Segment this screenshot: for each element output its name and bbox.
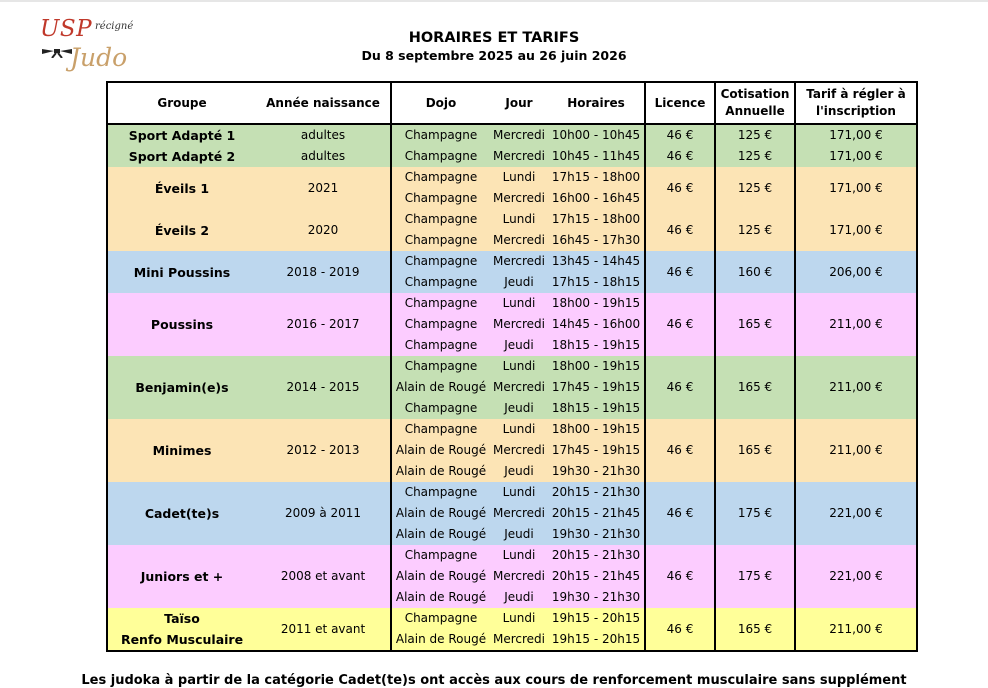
dojo-cell: Alain de Rougé	[395, 527, 487, 541]
tarif-cell: 211,00 €	[795, 608, 917, 651]
dojo-cell: Alain de Rougé	[395, 506, 487, 520]
group-name-cell: Mini Poussins	[107, 251, 256, 293]
schedule-table	[106, 81, 918, 652]
tarif-cell: 206,00 €	[795, 251, 917, 293]
tarif-cell: 211,00 €	[795, 356, 917, 419]
footer-note: Les judoka à partir de la catégorie Cadet(te)s ont accès aux cours de renforcement musculaire sans supplément	[81, 673, 907, 688]
header-cotisation: Cotisation Annuelle	[715, 82, 795, 124]
hours-cell: 13h45 - 14h45	[548, 251, 645, 272]
tarif-cell: 211,00 €	[795, 293, 917, 356]
day-cell: Lundi	[502, 359, 536, 373]
logo-judo-text: Judo	[70, 43, 128, 72]
header-licence: Licence	[645, 82, 715, 124]
day-cell: Jeudi	[504, 401, 534, 415]
group-name-cell	[107, 608, 256, 651]
cotisation-cell: 125 €	[715, 146, 795, 167]
hours-cell: 17h15 - 18h15	[548, 272, 645, 293]
licence-cell: 46 €	[645, 251, 715, 293]
day-cell: Mercredi	[492, 443, 545, 457]
dojo-cell: Champagne	[404, 611, 478, 625]
hours-cell: 19h15 - 20h15	[548, 629, 645, 651]
group-name-cell: Poussins	[107, 293, 256, 356]
dojo-cell: Champagne	[404, 485, 478, 499]
table-row	[107, 167, 917, 188]
cotisation-cell: 165 €	[715, 356, 795, 419]
table-row	[107, 419, 917, 440]
day-cell: Lundi	[502, 548, 536, 562]
day-cell: Mercredi	[492, 569, 545, 583]
licence-cell: 46 €	[645, 209, 715, 251]
header-dojo: Dojo	[391, 82, 490, 124]
birth-year-cell: adultes	[256, 124, 391, 146]
dojo-cell: Alain de Rougé	[395, 590, 487, 604]
day-cell: Jeudi	[504, 275, 534, 289]
hours-cell: 18h00 - 19h15	[548, 293, 645, 314]
day-cell: Jeudi	[504, 527, 534, 541]
day-cell: Jeudi	[504, 338, 534, 352]
day-cell: Lundi	[502, 422, 536, 436]
group-name-cell: Benjamin(e)s	[107, 356, 256, 419]
dojo-cell: Champagne	[404, 191, 478, 205]
group-name-cell: Éveils 1	[107, 167, 256, 209]
birth-year-cell: 2016 - 2017	[256, 293, 391, 356]
hours-cell: 18h00 - 19h15	[548, 356, 645, 377]
group-name-cell: Minimes	[107, 419, 256, 482]
hours-cell: 17h15 - 18h00	[548, 209, 645, 230]
licence-cell: 46 €	[645, 545, 715, 608]
table-row	[107, 482, 917, 503]
licence-cell: 46 €	[645, 167, 715, 209]
group-name-cell: Sport Adapté 1	[107, 124, 256, 146]
day-cell: Mercredi	[492, 128, 545, 142]
birth-year-cell: 2014 - 2015	[256, 356, 391, 419]
hours-cell: 19h30 - 21h30	[548, 587, 645, 608]
day-cell: Lundi	[502, 212, 536, 226]
table-row	[107, 293, 917, 314]
dojo-cell: Champagne	[404, 317, 478, 331]
group-name-cell: Éveils 2	[107, 209, 256, 251]
tarif-cell: 171,00 €	[795, 209, 917, 251]
dojo-cell: Champagne	[404, 128, 478, 142]
hours-cell: 17h45 - 19h15	[548, 440, 645, 461]
hours-cell: 20h15 - 21h45	[548, 503, 645, 524]
day-cell: Mercredi	[492, 506, 545, 520]
day-cell: Mercredi	[492, 149, 545, 163]
day-cell: Mercredi	[492, 254, 545, 268]
table-row	[107, 356, 917, 377]
cotisation-cell: 165 €	[715, 419, 795, 482]
dojo-cell: Champagne	[404, 338, 478, 352]
birth-year-cell: 2012 - 2013	[256, 419, 391, 482]
birth-year-cell: 2021	[256, 167, 391, 209]
birth-year-cell: 2018 - 2019	[256, 251, 391, 293]
hours-cell: 17h45 - 19h15	[548, 377, 645, 398]
tarif-cell: 221,00 €	[795, 545, 917, 608]
day-cell: Lundi	[502, 485, 536, 499]
day-cell: Lundi	[502, 611, 536, 625]
cotisation-cell: 165 €	[715, 608, 795, 651]
header-annee: Année naissance	[256, 82, 391, 124]
dojo-cell: Champagne	[404, 548, 478, 562]
table-row	[107, 251, 917, 272]
hours-cell: 19h30 - 21h30	[548, 524, 645, 545]
day-cell: Mercredi	[492, 380, 545, 394]
tarif-cell: 221,00 €	[795, 482, 917, 545]
hours-cell: 20h15 - 21h30	[548, 545, 645, 566]
hours-cell: 10h00 - 10h45	[548, 124, 645, 146]
hours-cell: 17h15 - 18h00	[548, 167, 645, 188]
cotisation-cell: 125 €	[715, 124, 795, 146]
dojo-cell: Champagne	[404, 233, 478, 247]
licence-cell: 46 €	[645, 356, 715, 419]
group-name-cell: Sport Adapté 2	[107, 146, 256, 167]
dojo-cell: Champagne	[404, 149, 478, 163]
hours-cell: 14h45 - 16h00	[548, 314, 645, 335]
top-rule	[0, 0, 988, 2]
cotisation-cell: 125 €	[715, 167, 795, 209]
birth-year-cell: 2009 à 2011	[256, 482, 391, 545]
hours-cell: 18h15 - 19h15	[548, 335, 645, 356]
table-row	[107, 608, 917, 629]
hours-cell: 20h15 - 21h30	[548, 482, 645, 503]
dojo-cell: Alain de Rougé	[395, 464, 487, 478]
day-cell: Mercredi	[492, 191, 545, 205]
table-row	[107, 124, 917, 146]
hours-cell: 19h30 - 21h30	[548, 461, 645, 482]
hours-cell: 18h15 - 19h15	[548, 398, 645, 419]
group-name-cell: Juniors et +	[107, 545, 256, 608]
birth-year-cell: 2020	[256, 209, 391, 251]
licence-cell: 46 €	[645, 482, 715, 545]
licence-cell: 46 €	[645, 146, 715, 167]
tarif-cell: 211,00 €	[795, 419, 917, 482]
dojo-cell: Alain de Rougé	[395, 380, 487, 394]
dojo-cell: Champagne	[404, 170, 478, 184]
day-cell: Mercredi	[490, 629, 548, 651]
club-logo	[40, 14, 150, 74]
licence-cell: 46 €	[645, 608, 715, 651]
day-cell: Lundi	[502, 170, 536, 184]
dojo-cell: Alain de Rougé	[395, 569, 487, 583]
group-name-line2: Renfo Musculaire	[120, 632, 244, 647]
page-subtitle: Du 8 septembre 2025 au 26 juin 2026	[361, 48, 627, 63]
group-name-cell: Cadet(te)s	[107, 482, 256, 545]
cotisation-cell: 175 €	[715, 482, 795, 545]
dojo-cell: Champagne	[404, 275, 478, 289]
dojo-cell: Champagne	[404, 422, 478, 436]
table-row	[107, 146, 917, 167]
dojo-cell: Champagne	[404, 401, 478, 415]
cotisation-cell: 165 €	[715, 293, 795, 356]
dojo-cell: Champagne	[404, 296, 478, 310]
birth-year-cell: adultes	[256, 146, 391, 167]
header-groupe: Groupe	[107, 82, 256, 124]
day-cell: Jeudi	[504, 464, 534, 478]
dojo-cell: Alain de Rougé	[395, 443, 487, 457]
header-horaires: Horaires	[548, 82, 645, 124]
birth-year-cell: 2011 et avant	[256, 608, 391, 651]
judo-belt-icon	[40, 44, 74, 58]
hours-cell: 16h00 - 16h45	[548, 188, 645, 209]
licence-cell: 46 €	[645, 293, 715, 356]
hours-cell: 10h45 - 11h45	[548, 146, 645, 167]
table-row	[107, 209, 917, 230]
day-cell: Jeudi	[504, 590, 534, 604]
page-title: HORAIRES ET TARIFS	[408, 30, 580, 46]
dojo-cell: Champagne	[404, 254, 478, 268]
licence-cell: 46 €	[645, 419, 715, 482]
day-cell: Mercredi	[492, 317, 545, 331]
dojo-cell: Alain de Rougé	[391, 629, 490, 651]
cotisation-cell: 125 €	[715, 209, 795, 251]
hours-cell: 16h45 - 17h30	[548, 230, 645, 251]
day-cell: Mercredi	[492, 233, 545, 247]
birth-year-cell: 2008 et avant	[256, 545, 391, 608]
group-name: Taïso	[164, 611, 200, 626]
licence-cell: 46 €	[645, 124, 715, 146]
logo-usp-text: USP	[40, 16, 93, 42]
header-tarif: Tarif à régler à l'inscription	[795, 82, 917, 124]
tarif-cell: 171,00 €	[795, 167, 917, 209]
tarif-cell: 171,00 €	[795, 124, 917, 146]
table-row	[107, 545, 917, 566]
tarif-cell: 171,00 €	[795, 146, 917, 167]
header-jour: Jour	[490, 82, 548, 124]
table-header-row	[107, 82, 917, 124]
day-cell: Lundi	[502, 296, 536, 310]
cotisation-cell: 175 €	[715, 545, 795, 608]
hours-cell: 20h15 - 21h45	[548, 566, 645, 587]
logo-precigne-text: récigné	[95, 21, 134, 32]
dojo-cell: Champagne	[404, 359, 478, 373]
hours-cell: 18h00 - 19h15	[548, 419, 645, 440]
dojo-cell: Champagne	[404, 212, 478, 226]
cotisation-cell: 160 €	[715, 251, 795, 293]
hours-cell: 19h15 - 20h15	[548, 608, 645, 629]
schedule-body	[107, 124, 917, 651]
